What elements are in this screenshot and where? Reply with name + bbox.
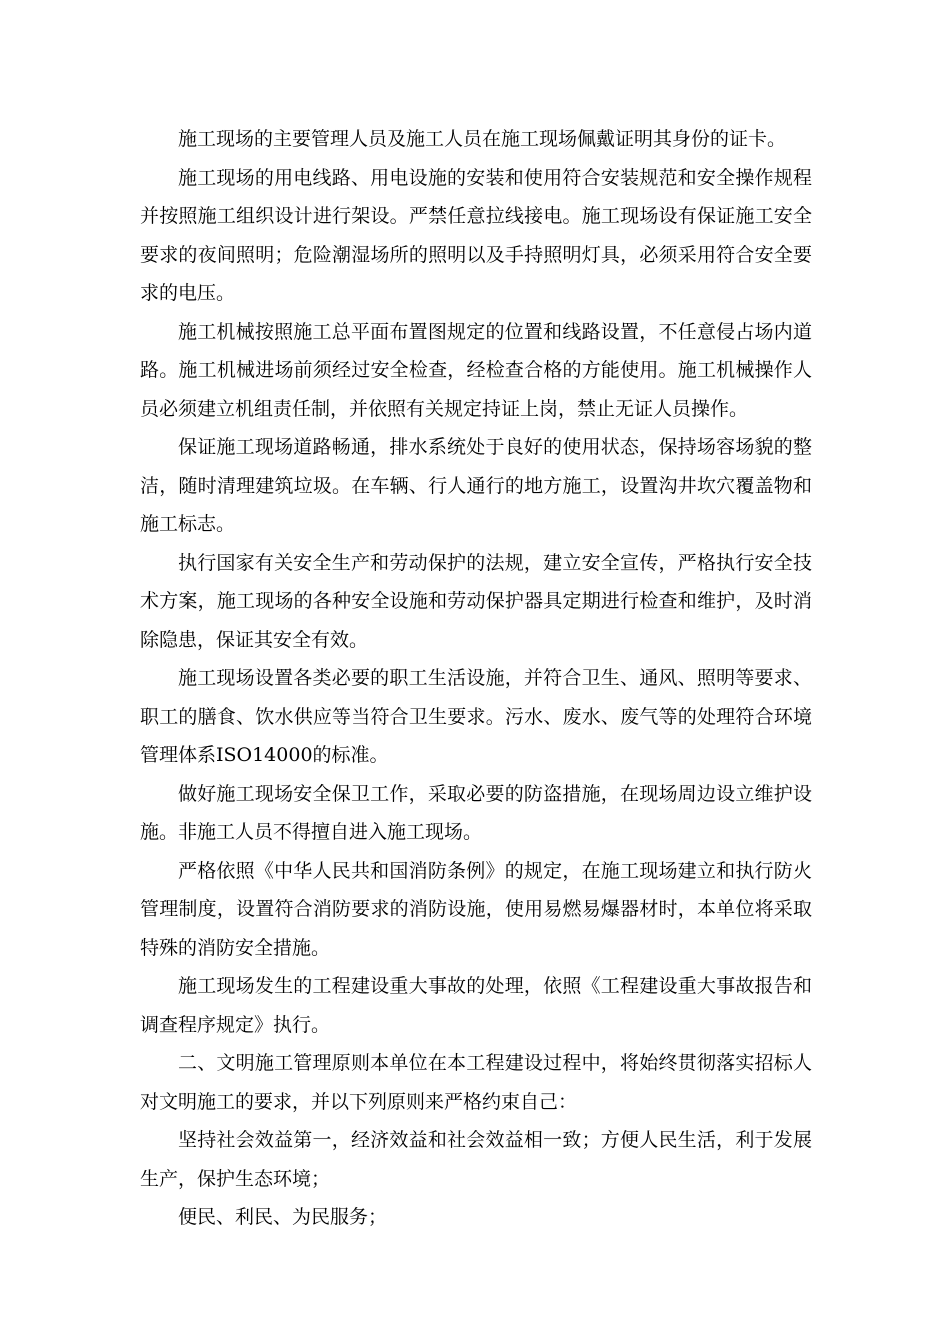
paragraph-security: 做好施工现场安全保卫工作，采取必要的防盗措施，在现场周边设立维护设施。非施工人员不得擅自进入施工现场。 <box>140 782 812 843</box>
paragraph-civilized-construction-principles: 二、文明施工管理原则本单位在本工程建设过程中，将始终贯彻落实招标人对文明施工的要求，并以下列原则来严格约束自己： <box>140 1052 812 1113</box>
paragraph-serve-people: 便民、利民、为民服务； <box>178 1206 388 1228</box>
paragraph-social-benefit: 坚持社会效益第一，经济效益和社会效益相一致；方便人民生活，利于发展生产，保护生态环境； <box>140 1129 812 1190</box>
paragraph-id-badge: 施工现场的主要管理人员及施工人员在施工现场佩戴证明其身份的证卡。 <box>178 128 787 150</box>
paragraph-fire-protection: 严格依照《中华人民共和国消防条例》的规定，在施工现场建立和执行防火管理制度，设置符合消防要求的消防设施，使用易燃易爆器材时，本单位将采取特殊的消防安全措施。 <box>140 859 812 959</box>
paragraph-living-facilities: 施工现场设置各类必要的职工生活设施，并符合卫生、通风、照明等要求、职工的膳食、饮水供应等当符合卫生要求。污水、废水、废气等的处理符合环境管理体系ISO14000的标准。 <box>140 667 812 766</box>
paragraph-electricity: 施工现场的用电线路、用电设施的安装和使用符合安装规范和安全操作规程并按照施工组织设计进行架设。严禁任意拉线接电。施工现场设有保证施工安全要求的夜间照明；危险潮湿场所的照明以及手持照明灯具，必须采用符合安全要求的电压。 <box>140 166 812 304</box>
paragraph-machinery: 施工机械按照施工总平面布置图规定的位置和线路设置，不任意侵占场内道路。施工机械进场前须经过安全检查，经检查合格的方能使用。施工机械操作人员必须建立机组责任制，并依照有关规定持证上岗，禁止无证人员操作。 <box>140 320 812 420</box>
paragraph-safety-regulations: 执行国家有关安全生产和劳动保护的法规，建立安全宣传，严格执行安全技术方案，施工现场的各种安全设施和劳动保护器具定期进行检查和维护，及时消除隐患，保证其安全有效。 <box>140 551 812 651</box>
paragraph-accident-handling: 施工现场发生的工程建设重大事故的处理，依照《工程建设重大事故报告和调查程序规定》执行。 <box>140 975 812 1036</box>
paragraph-roads-drainage: 保证施工现场道路畅通，排水系统处于良好的使用状态，保持场容场貌的整洁，随时清理建筑垃圾。在车辆、行人通行的地方施工，设置沟井坎穴覆盖物和施工标志。 <box>140 436 812 535</box>
document-body <box>140 120 812 1237</box>
